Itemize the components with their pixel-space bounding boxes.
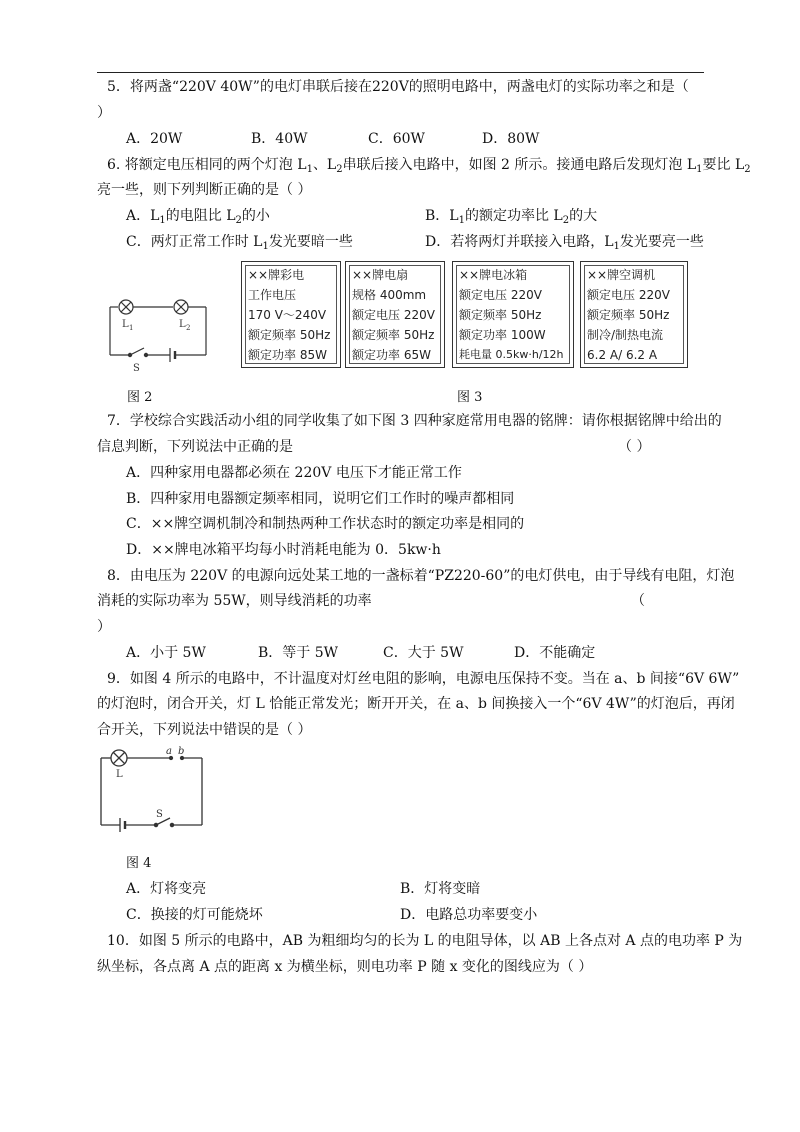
q6-option-d — [425, 232, 704, 252]
plate-row: ××牌电扇 — [352, 268, 409, 282]
fig2-label-l2: L — [179, 319, 186, 330]
fig2-label-s: S — [133, 363, 140, 374]
sub-2b: 2 — [744, 164, 751, 175]
plate-row: 额定电压 220V — [459, 288, 542, 302]
plate-row: 额定功率 65W — [352, 348, 431, 362]
q7-answer-paren: （ ） — [618, 439, 651, 455]
q8-option-c: C．大于 5W — [383, 645, 464, 661]
plate-row: 制冷/制热电流 — [587, 328, 664, 342]
q7-option-c: C．××牌空调机制冷和制热两种工作状态时的额定功率是相同的 — [126, 516, 525, 532]
q9-option-b: B．灯将变暗 — [400, 881, 481, 897]
q9-option-d: D．电路总功率要变小 — [400, 907, 538, 923]
q6-text-d: 要比 L — [702, 157, 745, 173]
plate-row: ××牌空调机 — [587, 268, 656, 282]
nameplate-aircon — [580, 261, 688, 368]
q9-option-a: A．灯将变亮 — [126, 881, 207, 897]
q7-option-d: D．××牌电冰箱平均每小时消耗电能为 0．5kw·h — [126, 542, 441, 558]
plate-row: 额定频率 50Hz — [587, 308, 670, 322]
q8-stem-line3: ） — [97, 619, 111, 635]
plate-row: 额定电压 220V — [587, 288, 670, 302]
q5-option-b: B．40W — [251, 131, 308, 147]
figure-2-circuit — [100, 295, 220, 375]
sub-2: 2 — [336, 164, 343, 175]
fig2-sub-2: 2 — [186, 324, 191, 332]
fig4-label-a: a — [166, 746, 172, 757]
q6-text-a: 6. 将额定电压相同的两个灯泡 L — [107, 157, 307, 173]
q6-text-c: 串联后接入电路中，如图 2 所示。接通电路后发现灯泡 L — [342, 157, 697, 173]
q6-option-c — [126, 232, 353, 252]
plate-row: 规格 400mm — [352, 288, 427, 302]
nameplate-fan — [345, 261, 445, 368]
q9-option-c: C．换接的灯可能烧坏 — [126, 907, 263, 923]
opt-text: 的电阻比 L — [165, 208, 236, 224]
q6-option-a — [126, 206, 270, 226]
q8-option-d: D．不能确定 — [514, 645, 596, 661]
opt-text: C．两灯正常工作时 L — [126, 234, 263, 250]
sub-1: 1 — [613, 241, 620, 252]
plate-row: 额定功率 85W — [248, 348, 327, 362]
plate-row: ××牌彩电 — [248, 268, 305, 282]
q5-option-c: C．60W — [368, 131, 425, 147]
q6-option-b — [425, 206, 597, 226]
opt-text: 发光要亮一些 — [619, 234, 704, 250]
q9-stem-line1: 9．如图 4 所示的电路中，不计温度对灯丝电阻的影响，电源电压保持不变。当在 a、b 间接“6V 6W” — [107, 671, 740, 687]
figure-2-caption: 图 2 — [127, 390, 153, 405]
q8-stem-line2: 消耗的实际功率为 55W，则导线消耗的功率 — [97, 593, 372, 609]
nameplate-fridge — [452, 261, 574, 368]
plate-row: 6.2 A/ 6.2 A — [587, 348, 658, 362]
figure-4-caption: 图 4 — [126, 856, 152, 871]
sub-2: 2 — [235, 215, 242, 226]
sub-1: 1 — [306, 164, 313, 175]
q10-stem-line1: 10．如图 5 所示的电路中，AB 为粗细均匀的长为 L 的电阻导体，以 AB 上各点对 A 点的电功率 P 为 — [107, 933, 743, 949]
opt-text: 的大 — [569, 208, 598, 224]
q6-stem-line1 — [107, 155, 751, 175]
q7-option-a: A．四种家用电器都必须在 220V 电压下才能正常工作 — [126, 465, 462, 481]
sub-1: 1 — [159, 215, 166, 226]
header-rule — [97, 72, 704, 73]
figure-4-circuit — [96, 745, 216, 837]
plate-row: 耗电量 0.5kw·h/12h — [459, 348, 564, 361]
plate-row: 额定频率 50Hz — [459, 308, 542, 322]
plate-row: 170 V～240V — [248, 308, 327, 322]
fig4-label-s: S — [156, 809, 163, 820]
q6-stem-line2: 亮一些，则下列判断正确的是（ ） — [97, 182, 312, 198]
sub-1: 1 — [458, 215, 465, 226]
plate-row: 额定频率 50Hz — [248, 328, 331, 342]
q5-stem-line1: 5．将两盏“220V 40W”的电灯串联后接在220V的照明电路中，两盏电灯的实际功率之和是（ — [107, 79, 689, 95]
fig2-sub-1: 1 — [129, 324, 134, 332]
plate-row: ××牌电冰箱 — [459, 268, 528, 282]
q7-option-b: B．四种家用电器额定频率相同，说明它们工作时的噪声都相同 — [126, 491, 515, 507]
plate-row: 额定频率 50Hz — [352, 328, 435, 342]
q8-stem-line1: 8．由电压为 220V 的电源向远处某工地的一盏标着“PZ220-60”的电灯供电，由于导线有电阻，灯泡 — [107, 568, 735, 584]
q8-answer-paren: （ — [631, 593, 645, 609]
opt-text: D．若将两灯并联接入电路，L — [425, 234, 614, 250]
q5-stem-line2: ） — [97, 105, 111, 121]
q10-stem-line2: 纵坐标，各点离 A 点的距离 x 为横坐标，则电功率 P 随 x 变化的图线应为（ ） — [97, 959, 593, 975]
q9-stem-line2: 的灯泡时，闭合开关，灯 L 恰能正常发光；断开开关，在 a、b 间换接入一个“6V 4W”的灯泡后，再闭 — [97, 696, 735, 712]
nameplate-tv — [241, 261, 341, 368]
opt-text: B．L — [425, 208, 459, 224]
q7-stem-line2: 信息判断，下列说法中正确的是 — [97, 439, 293, 455]
plate-row: 额定功率 100W — [459, 328, 546, 342]
opt-text: 的小 — [241, 208, 270, 224]
q5-option-d: D．80W — [482, 131, 540, 147]
q5-option-a: A．20W — [126, 131, 183, 147]
fig4-label-l: L — [116, 769, 123, 780]
opt-text: 发光要暗一些 — [268, 234, 353, 250]
q8-option-b: B．等于 5W — [258, 645, 339, 661]
q8-option-a: A．小于 5W — [126, 645, 206, 661]
plate-row: 工作电压 — [248, 288, 297, 302]
fig2-label-l1: L — [122, 319, 129, 330]
q9-stem-line3: 合开关，下列说法中错误的是（ ） — [97, 722, 312, 738]
q6-text-b: 、L — [312, 157, 337, 173]
plate-row: 额定电压 220V — [352, 308, 435, 322]
figure-3-caption: 图 3 — [457, 390, 483, 405]
sub-1: 1 — [262, 241, 269, 252]
opt-text: 的额定功率比 L — [464, 208, 563, 224]
q7-stem-line1: 7．学校综合实践活动小组的同学收集了如下图 3 四种家庭常用电器的铭牌：请你根据铭牌中给出的 — [107, 413, 722, 429]
sub-2: 2 — [562, 215, 570, 226]
opt-text: A．L — [126, 208, 160, 224]
sub-1b: 1 — [696, 164, 703, 175]
fig4-label-b: b — [178, 746, 185, 757]
